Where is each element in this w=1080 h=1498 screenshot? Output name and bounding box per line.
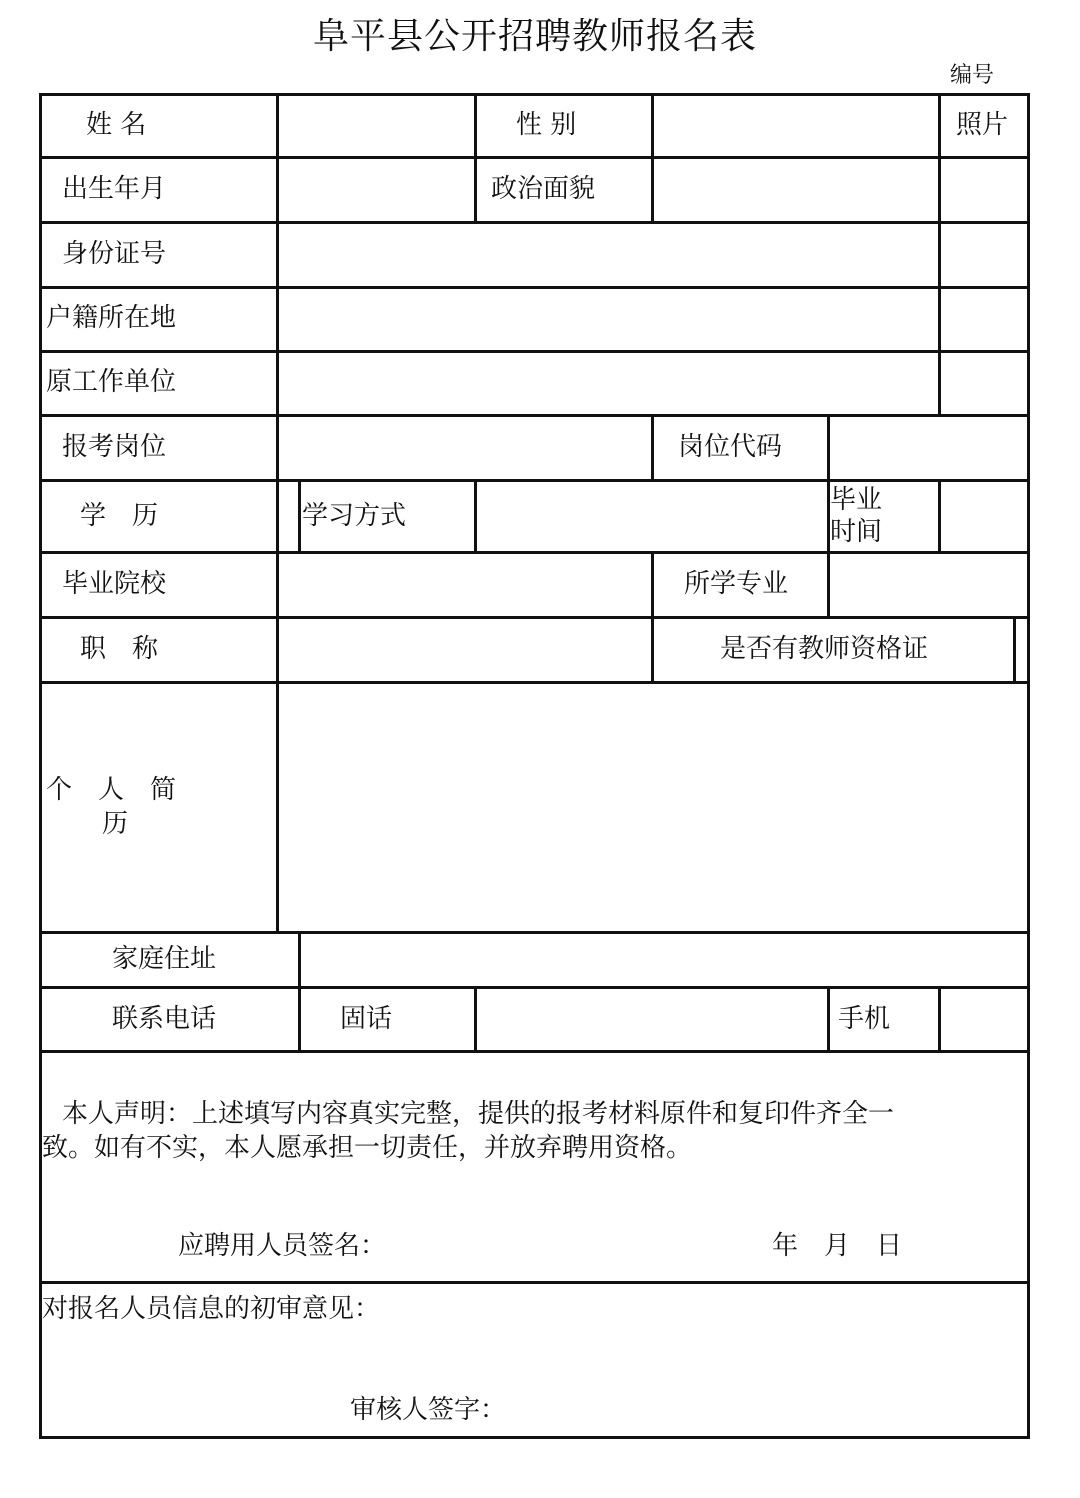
photo-label: 照片 — [956, 110, 1009, 140]
declaration-text-line2: 致。如有不实，本人愿承担一切责任，并放弃聘用资格。 — [42, 1133, 693, 1163]
id-number-label: 身份证号 — [62, 239, 167, 269]
column-divider — [298, 479, 301, 554]
column-divider — [827, 986, 830, 1053]
photo-area[interactable] — [941, 159, 1027, 414]
hukou-label: 户籍所在地 — [46, 303, 177, 333]
reviewer-signature-label: 审核人签字： — [350, 1395, 507, 1425]
former-employer-label: 原工作单位 — [46, 367, 177, 397]
form-title: 阜平县公开招聘教师报名表 — [312, 16, 757, 57]
initial-review-opinion-field[interactable] — [42, 1330, 1027, 1390]
former-employer-field[interactable] — [279, 353, 938, 414]
study-mode-label: 学习方式 — [302, 501, 407, 531]
political-status-label: 政治面貌 — [491, 174, 596, 204]
major-field[interactable] — [830, 554, 1027, 616]
study-mode-field[interactable] — [477, 482, 827, 551]
reviewer-signature-field[interactable] — [510, 1390, 910, 1432]
column-divider — [651, 551, 654, 619]
position-code-field[interactable] — [830, 417, 1027, 479]
home-address-field[interactable] — [301, 934, 1027, 986]
applicant-signature-field[interactable] — [395, 1222, 755, 1270]
row-divider — [39, 1050, 1030, 1053]
graduation-time-label-line2: 时间 — [830, 517, 883, 547]
political-status-field[interactable] — [654, 159, 938, 221]
resume-label-line2: 历 — [102, 809, 129, 839]
resume-label-line1: 个 人 简 — [46, 775, 177, 805]
initial-review-opinion-label: 对报名人员信息的初审意见： — [42, 1294, 381, 1324]
professional-title-label: 职 称 — [80, 634, 159, 664]
border-left — [39, 93, 42, 1439]
gender-label: 性 别 — [516, 110, 577, 140]
graduation-time-field[interactable] — [941, 482, 1027, 551]
birth-date-label: 出生年月 — [62, 174, 167, 204]
hukou-field[interactable] — [279, 289, 938, 350]
position-applied-label: 报考岗位 — [62, 432, 167, 462]
name-label: 姓 名 — [86, 110, 147, 140]
school-label: 毕业院校 — [62, 569, 167, 599]
mobile-label: 手机 — [838, 1004, 891, 1034]
border-right — [1027, 93, 1030, 1439]
contact-phone-label: 联系电话 — [112, 1004, 217, 1034]
home-address-label: 家庭住址 — [112, 944, 217, 974]
major-label: 所学专业 — [684, 569, 789, 599]
position-applied-field[interactable] — [279, 417, 651, 479]
position-code-label: 岗位代码 — [678, 432, 783, 462]
resume-field[interactable] — [279, 684, 1027, 931]
mobile-field[interactable] — [941, 989, 1027, 1050]
birth-date-field[interactable] — [279, 159, 474, 221]
applicant-signature-label: 应聘用人员签名： — [178, 1231, 387, 1261]
name-field[interactable] — [279, 96, 474, 156]
signature-date-label: 年 月 日 — [772, 1231, 903, 1261]
graduation-time-label-line1: 毕业 — [830, 485, 883, 515]
border-bottom — [39, 1436, 1030, 1439]
column-divider — [474, 93, 477, 224]
column-divider — [651, 414, 654, 482]
row-divider — [39, 1281, 1030, 1284]
education-label: 学 历 — [80, 501, 159, 531]
landline-field[interactable] — [477, 989, 827, 1050]
id-number-field[interactable] — [279, 224, 938, 286]
declaration-text-line1: 本人声明：上述填写内容真实完整，提供的报考材料原件和复印件齐全一 — [62, 1099, 895, 1129]
professional-title-field[interactable] — [279, 619, 651, 681]
serial-number-label: 编号 — [950, 63, 995, 88]
teacher-certificate-label: 是否有教师资格证 — [720, 634, 929, 664]
column-divider — [651, 616, 654, 684]
education-field[interactable] — [279, 482, 298, 551]
landline-label: 固话 — [340, 1004, 393, 1034]
gender-field[interactable] — [654, 96, 938, 156]
school-field[interactable] — [279, 554, 651, 616]
teacher-certificate-field[interactable] — [1016, 619, 1027, 681]
